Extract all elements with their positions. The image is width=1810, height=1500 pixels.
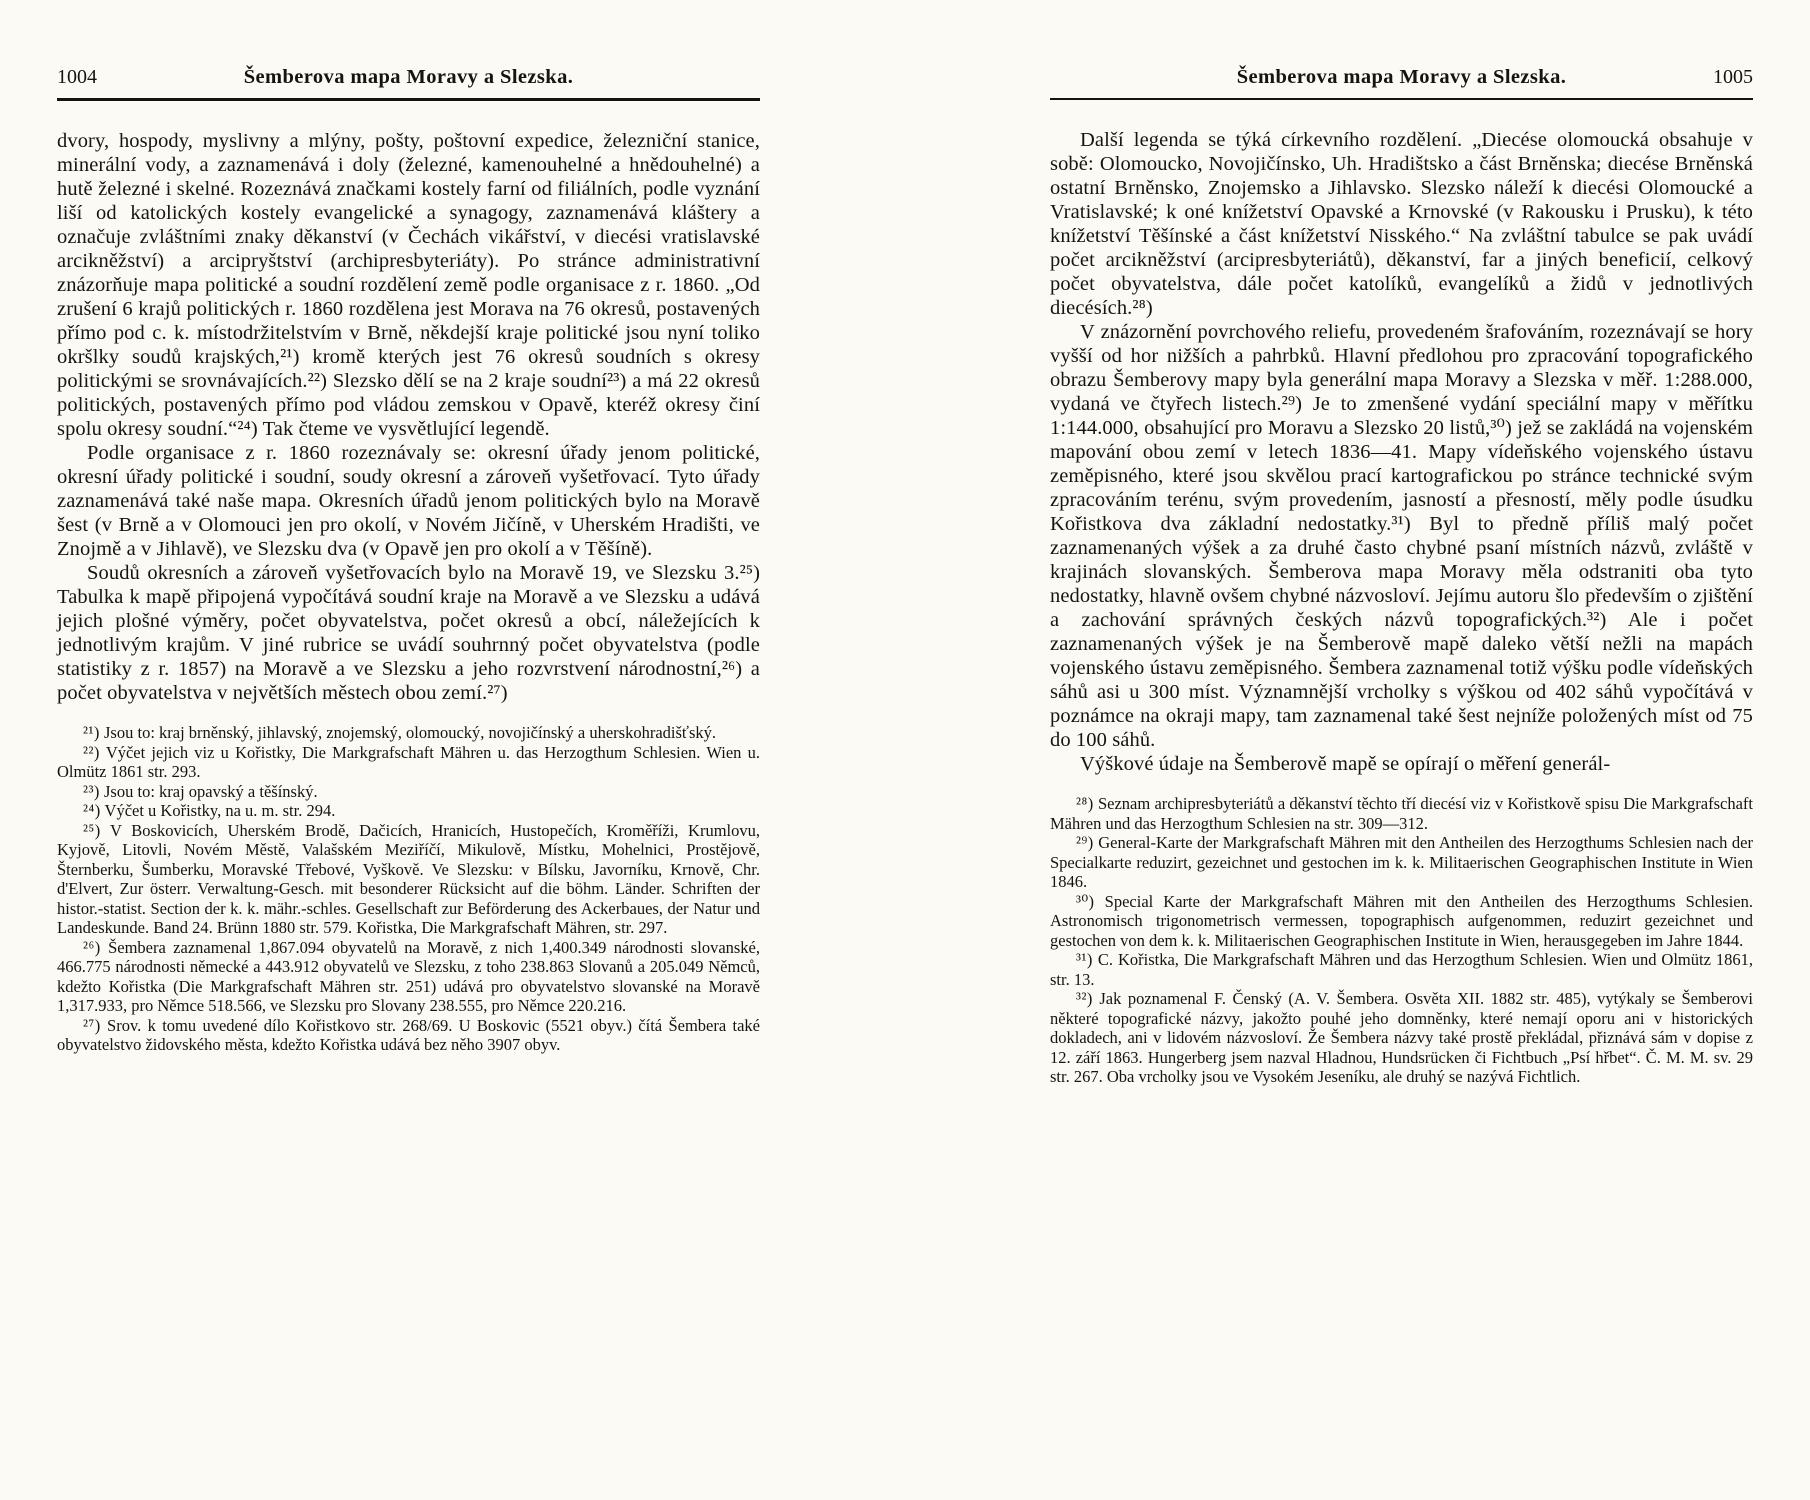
footnote-text: Jak poznamenal F. Čenský (A. V. Šembera. Osvěta XII. 1882 str. 485), vytýkaly se Šemberovi některé topografické názvy, jakožto pouhé jeho domněnky, které nemají oporu ani v historických dokladech, ani v lidovém názvosloví. Že Šembera názvy také prostě překládal, přiznává sám v dopise z 12. září 1863. Hungerberg jsem nazval Hladnou, Hundsrücken či Fichtbuch „Psí hřbet“. Č. M. M. sv. 29 str. 267. Oba vrcholky jsou ve Vysokém Jeseníku, ale druhý se nazývá Fichtlich. [1050, 989, 1753, 1086]
paragraph: Soudů okresních a zároveň vyšetřovacích bylo na Moravě 19, ve Slezsku 3.²⁵) Tabulka k mapě připojená vypočítává soudní kraje na Moravě a ve Slezsku a udává jejich plošné výměry, počet obyvatelstva, počet okresů a obcí, náležejících k jednotlivým krajům. V jiné rubrice se uvádí souhrnný počet obyvatelstva (podle statistiky z r. 1857) na Moravě a ve Slezsku a jeho rozvrstvení národnostní,²⁶) a počet obyvatelstva v největších městech obou zemí.²⁷) [57, 562, 760, 704]
footnote-text: Výčet u Kořistky, na u. m. str. 294. [104, 801, 336, 820]
paragraph: dvory, hospody, myslivny a mlýny, pošty, poštovní expedice, železniční stanice, minerální vody, a zaznamenává i doly (železné, kamenouhelné a hnědouhelné) a hutě železné i skelné. Rozeznává značkami kostely farní od filiálních, podle vyznání liší od katolických kostely evangelické a synagogy, zaznamenává kláštery a označuje zvláštními znaky děkanství (v Čechách vikářství, v diecési vratislavské arcikněžství) a arcipryštství (archipresbyteriáty). Po stránce administrativní znázorňuje mapa politické a soudní rozdělení země podle organisace z r. 1860. „Od zrušení 6 krajů politických r. 1860 rozdělena jest Morava na 76 okresů, postavených přímo pod c. k. místodržitelstvím v Brně, někdejší kraje politické jsou nyní toliko okršlky soudů krajských,²¹) kromě kterých jest 76 okresů soudních s okresy politickými se srovnávajících.²²) Slezsko dělí se na 2 kraje soudní²³) a má 22 okresů politických, postavených přímo pod vládou zemskou v Opavě, kteréž okresy činí spolu okresy soudní.“²⁴) Tak čteme ve vysvětlující legendě. [57, 130, 760, 440]
footnote-marker: ²⁴) [83, 801, 101, 820]
footnotes-right [1050, 794, 1753, 1087]
footnote [57, 801, 760, 821]
footnote [57, 782, 760, 802]
footnote-marker: ²²) [83, 742, 100, 762]
footnote-text: Seznam archipresbyteriátů a děkanství těchto tří diecésí viz v Kořistkově spisu Die Markgrafschaft Mähren und das Herzogthum Schlesien na str. 309—312. [1050, 794, 1753, 833]
body-text-left [57, 129, 760, 705]
footnote-text: C. Kořistka, Die Markgrafschaft Mähren und das Herzogthum Schlesien. Wien und Olmütz 1861, str. 13. [1050, 950, 1754, 989]
footnote-text: Jsou to: kraj opavský a těšínský. [104, 781, 318, 801]
footnote [57, 821, 760, 938]
footnote [57, 938, 760, 1016]
footnote-text: V Boskovicích, Uherském Brodě, Dačicích, Hranicích, Hustopečích, Kroměříži, Krumlovu, Kyjově, Litovli, Novém Městě, Valašském Meziříčí, Mikulově, Místku, Mohelnici, Prostějově, Šternberku, Šumberku, Moravské Třebové, Vyškově. Ve Slezsku: v Bílsku, Javorníku, Krnově, Chr. d'Elvert, Zur österr. Verwaltung-Gesch. mit besonderer Rücksicht auf die böhm. Länder. Schriften der histor.-statist. Section der k. k. mähr.-schles. Gesellschaft zur Beförderung des Ackerbaues, der Natur und Landeskunde. Band 24. Brünn 1880 str. 579. Kořistka, Die Markgrafschaft Mähren, str. 297. [57, 820, 760, 937]
footnote-text: Jsou to: kraj brněnský, jihlavský, znojemský, olomoucký, novojičínský a uherskohradišťský. [104, 723, 716, 742]
footnote [1050, 833, 1753, 892]
footnote-text: General-Karte der Markgrafschaft Mähren mit den Antheilen des Herzogthums Schlesien nach der Specialkarte reduzirt, gezeichnet und gestochen im k. k. Militaerischen Geographischen Institute in Wien 1846. [1050, 833, 1753, 891]
running-title-right: Šemberova mapa Moravy a Slezska. [1236, 66, 1567, 88]
footnote-marker: ²⁸) [1076, 794, 1094, 813]
header-rule-left [57, 98, 760, 101]
footnote-marker: ²⁶) [83, 937, 101, 957]
page-header-right [1050, 66, 1753, 89]
footnotes-left [57, 723, 760, 1055]
body-text-right [1050, 128, 1753, 776]
footnote [1050, 794, 1753, 833]
footnote [1050, 950, 1753, 989]
page-right [905, 0, 1810, 1500]
paragraph: Další legenda se týká církevního rozdělení. „Diecése olomoucká obsahuje v sobě: Olomoucko, Novojičínsko, Uh. Hradištsko a část Brněnska; diecése Brněnská ostatní Brněnsko, Znojemsko a Jihlavsko. Slezsko náleží k diecési Olomoucké a Vratislavské; k oné knížetství Opavské a Krnovské (v Rakousku i Prusku), k této knížetství Těšínské a část knížetství Nisského.“ Na zvláštní tabulce se pak uvádí počet arcikněžství (arcipresbyteriátů), děkanství, far a jiných beneficií, celkový počet obyvatelstva, dále počet katolíků, evangelíků a židů v jednotlivých diecésích.²⁸) [1050, 129, 1753, 319]
footnote [57, 723, 760, 743]
running-title-left: Šemberova mapa Moravy a Slezska. [243, 66, 574, 88]
footnote-text: Srov. k tomu uvedené dílo Kořistkovo str. 268/69. U Boskovic (5521 obyv.) čítá Šembera také obyvatelstvo židovského města, kdežto Kořistka udává bez něho 3907 obyv. [57, 1015, 760, 1054]
footnote-text: Special Karte der Markgrafschaft Mähren mit den Antheilen des Herzogthums Schlesien. Astronomisch trigonometrisch vermessen, topographisch aufgenommen, reduzirt gezeichnet und gestochen von dem k. k. Militaerischen Geographischen Institute in Wien, herausgegeben im Jahre 1844. [1050, 891, 1754, 950]
footnote-marker: ²⁷) [83, 1015, 101, 1035]
footnote-marker: ³²) [1076, 989, 1093, 1008]
footnote-marker: ²³) [83, 781, 100, 801]
footnote-text: Šembera zaznamenal 1,867.094 obyvatelů na Moravě, z nich 1,400.349 národnosti slovanské, 466.775 národnosti německé a 443.912 obyvatelů ve Slezsku, z toho 238.863 Slovanů a 205.049 Němců, kdežto Kořistka (Die Markgrafschaft Mähren str. 251) udává pro obyvatelstvo slovanské na Moravě 1,317.933, pro Němce 518.566, ve Slezsku pro Slovany 238.555, pro Němce 220.216. [57, 937, 761, 1015]
footnote-marker: ³⁰) [1076, 891, 1095, 911]
footnote [1050, 989, 1753, 1087]
paragraph: V znázornění povrchového reliefu, provedeném šrafováním, rozeznávají se hory vyšší od hor nižších a pahrbků. Hlavní předlohou pro zpracování topografického obrazu Šemberovy mapy byla generální mapa Moravy a Slezska v měř. 1:288.000, vydaná ve čtyřech listech.²⁹) Je to zmenšené vydání speciální mapy v měřítku 1:144.000, obsahující pro Moravu a Slezsko 20 listů,³⁰) jež se zakládá na vojenském mapování obou zemí v letech 1836—41. Mapy vídeňského vojenského ústavu zeměpisného, které jsou skvělou prací kartografickou po stránce technické svým zpracováním terénu, svým provedením, jasností a přesností, měly podle úsudku Kořistkova dva základní nedostatky.³¹) Byl to předně příliš malý počet zaznamenaných výšek a za druhé často chybné psaní místních názvů, zvláště v krajinách slovanských. Šemberova mapa Moravy měla odstraniti oba tyto nedostatky, hlavně ovšem chybné názvosloví. Jejímu autoru šlo především o zjištění a zachování správných českých názvů topografických.³²) Ale i počet zaznamenaných výšek je na Šemberově mapě daleko větší nežli na mapách vojenského ústavu zeměpisného. Šembera zaznamenal totiž výšku podle vídeňských sáhů asi u 300 míst. Významnější vrcholky s výškou od 402 sáhů vypočítává v poznámce na okraji mapy, tam zaznamenal také šest nejníže položených míst od 75 do 100 sáhů. [1050, 321, 1753, 751]
footnote-marker: ²¹) [83, 723, 100, 742]
page-number-right: 1005 [1713, 66, 1753, 88]
page-header-left [57, 66, 760, 89]
header-rule-right [1050, 98, 1753, 100]
paragraph: Výškové údaje na Šemberově mapě se opírají o měření generál- [1080, 753, 1611, 775]
footnote-marker: ³¹) [1076, 950, 1093, 969]
footnote [1050, 892, 1753, 951]
footnote-text: Výčet jejich viz u Kořistky, Die Markgrafschaft Mähren u. das Herzogthum Schlesien. Wien u. Olmütz 1861 str. 293. [57, 742, 761, 781]
page-number-left: 1004 [57, 66, 97, 88]
footnote-marker: ²⁵) [83, 820, 101, 840]
footnote [57, 1016, 760, 1055]
paragraph: Podle organisace z r. 1860 rozeznávaly se: okresní úřady jenom politické, okresní úřady politické i soudní, soudy okresní a zároveň vyšetřovací. Tyto úřady zaznamenává také naše mapa. Okresních úřadů jenom politických bylo na Moravě šest (v Brně a v Olomouci jen pro okolí, v Novém Jičíně, v Uherském Hradišti, ve Znojmě a v Jihlavě), ve Slezsku dva (v Opavě jen pro okolí a v Těšíně). [57, 442, 760, 560]
footnote [57, 743, 760, 782]
footnote-marker: ²⁹) [1076, 833, 1094, 852]
